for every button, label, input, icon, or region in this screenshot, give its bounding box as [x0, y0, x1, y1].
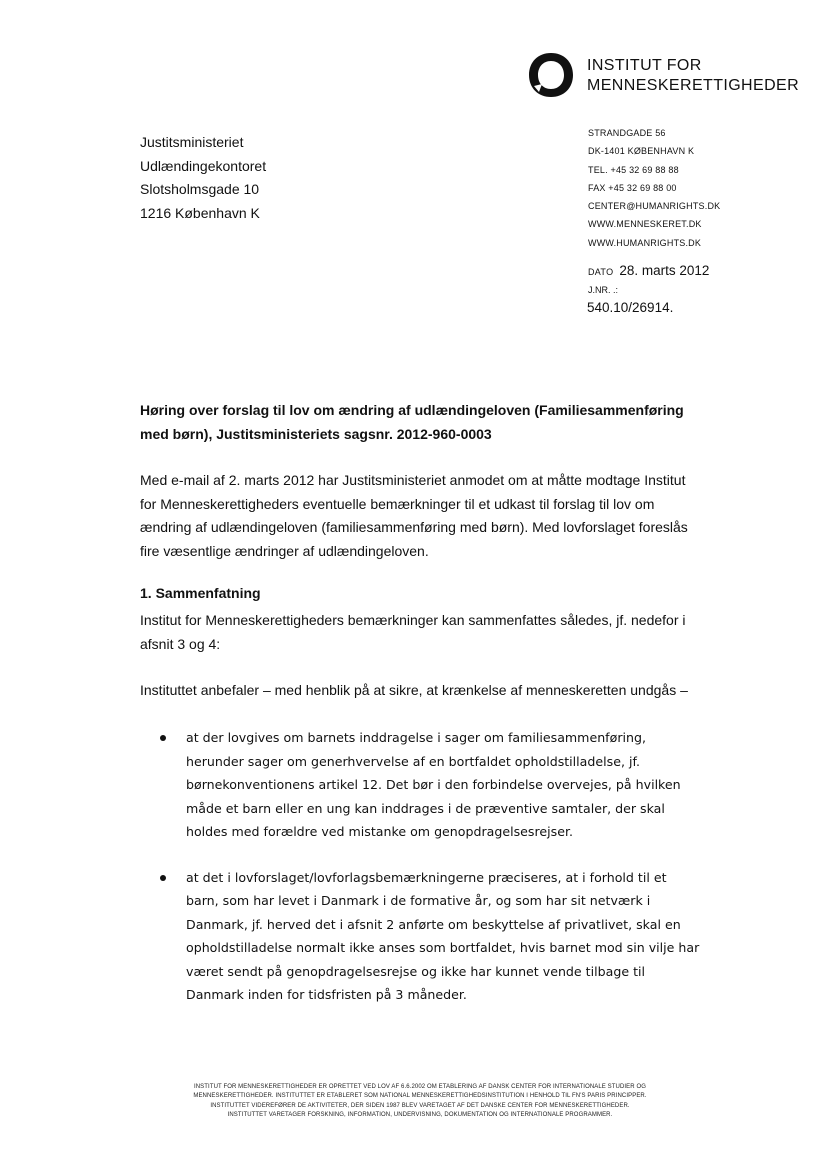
contact-fax: FAX +45 32 69 88 00: [588, 182, 677, 193]
date-value: 28. marts 2012: [619, 263, 710, 278]
recipient-line: Justitsministeriet: [140, 134, 244, 150]
bullet-icon: [160, 735, 166, 741]
date-row: [588, 262, 709, 280]
list-item: [140, 726, 700, 844]
journal-number-label: J.NR. .:: [588, 285, 619, 295]
letter-subject: Høring over forslag til lov om ændring af udlændingeloven (Familiesammenføring med børn), Justitsministeriets sagsnr. 2012-960-0003: [140, 402, 684, 442]
footer-line: INSTITUTTET VARETAGER FORSKNING, INFORMATION, UNDERVISNING, DOKUMENTATION OG INTERNATIONALE PROGRAMMER.: [227, 1112, 613, 1119]
contact-email: CENTER@HUMANRIGHTS.DK: [588, 201, 721, 212]
footer-line: MENNESKERETTIGHEDER. INSTITUTTET ER ETABLERET SOM NATIONAL MENNESKERETTIGHEDSINSTITUTION I HENHOLD TIL FN'S PARIS PRINCIPPER.: [193, 1093, 647, 1100]
footer-line: INSTITUTTET VIDEREFØRER DE AKTIVITETER, DER SIDEN 1987 BLEV VARETAGET AF DET DANSKE CENTER FOR MENNESKERETTIGHEDER.: [210, 1102, 630, 1109]
list-item: [140, 866, 700, 1007]
footer-line: INSTITUT FOR MENNESKERETTIGHEDER ER OPRETTET VED LOV AF 6.6.2002 OM ETABLERING AF DANSK CENTER FOR INTERNATIONALE STUDIER OG: [193, 1084, 647, 1090]
journal-number-value: 540.10/26914.: [587, 300, 674, 315]
page-footer: [140, 1083, 700, 1121]
date-label: DATO: [588, 267, 614, 277]
summary-paragraph: Institut for Menneskerettigheders bemærkninger kan sammenfattes således, jf. nedefor i afsnit 3 og 4:: [140, 612, 686, 652]
recipient-address: [140, 131, 266, 225]
contact-website-en: WWW.HUMANRIGHTS.DK: [588, 237, 702, 248]
bullet-icon: [160, 875, 166, 881]
organization-name: [587, 56, 799, 96]
org-name-line-2: MENNESKERETTIGHEDER: [587, 77, 800, 94]
recommendation-intro: Instituttet anbefaler – med henblik på at sikre, at krænkelse af menneskeretten undgås –: [140, 682, 688, 698]
contact-street: STRANDGADE 56: [588, 128, 666, 138]
org-name-line-1: INSTITUT FOR: [587, 57, 702, 74]
list-item-text: at der lovgives om barnets inddragelse i sager om familiesammenføring, herunder sager om generhvervelse af en bortfaldet opholdstilladelse, jf. børnekonventionens artikel 12. Det bør i den forbindelse overvejes, på hvilken måde et barn eller en ung kan inddrages i de præventive samtaler, der skal holdes med forældre ved mistanke om genopdragelsesrejser.: [186, 730, 681, 839]
contact-phone: TEL. +45 32 69 88 88: [588, 164, 679, 175]
recipient-line: 1216 København K: [140, 204, 260, 221]
recipient-line: Udlændingekontoret: [140, 157, 267, 174]
intro-paragraph: Med e-mail af 2. marts 2012 har Justitsministeriet anmodet om at måtte modtage Institut for Menneskerettigheders eventuelle bemærkninger til et udkast til forslag til lov om ændring af udlændingeloven (familiesammenføring med børn). Med lovforslaget foreslås fire væsentlige ændringer af udlændingeloven.: [140, 472, 688, 559]
section-heading: 1. Sammenfatning: [140, 585, 261, 601]
contact-website-dk: WWW.MENNESKERET.DK: [588, 219, 702, 230]
institute-logo-icon: [524, 48, 578, 102]
list-item-text: at det i lovforslaget/lovforlagsbemærkningerne præciseres, at i forhold til et barn, som har levet i Danmark i de formative år, og som har sit netværk i Danmark, jf. herved det i afsnit 2 anførte om beskyttelse af privatlivet, skal en opholdstilladelse normalt ikke anses som bortfaldet, hvis barnet mod sin vilje har været sendt på genopdragelsesrejse og ikke har kunnet vende tilbage til Danmark inden for tidsfristen på 3 måneder.: [186, 869, 700, 1002]
contact-city: DK-1401 KØBENHAVN K: [588, 146, 695, 157]
recommendation-list: [140, 726, 700, 1029]
contact-details: [588, 124, 720, 252]
recipient-line: Slotsholmsgade 10: [140, 181, 260, 197]
